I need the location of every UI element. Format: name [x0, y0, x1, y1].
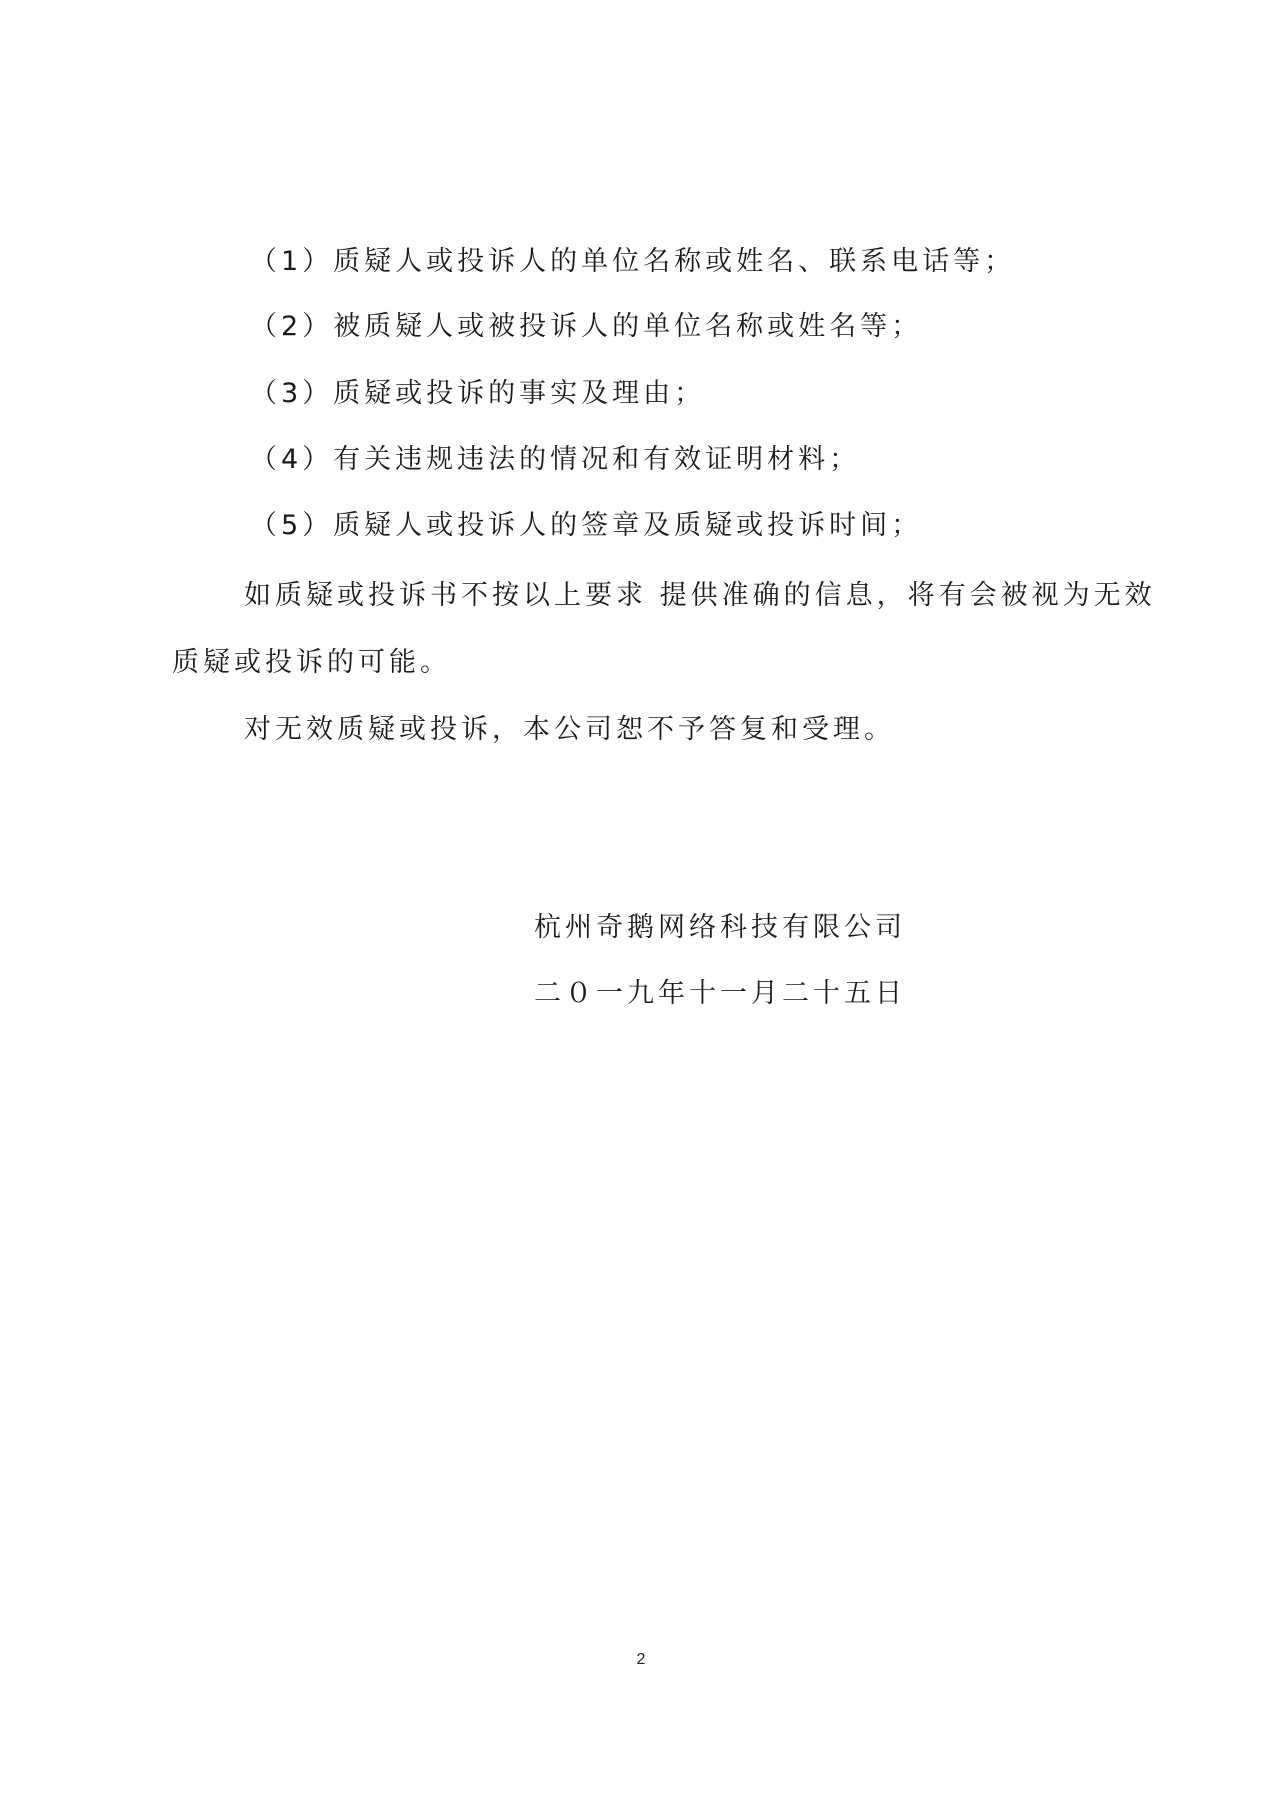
requirement-item-2: （2）被质疑人或被投诉人的单位名称或姓名等； — [250, 311, 923, 342]
page-number: 2 — [636, 1651, 646, 1668]
company-signature: 杭州奇鹅网络科技有限公司 — [534, 912, 906, 943]
signature-date: 二０一九年十一月二十五日 — [534, 978, 906, 1009]
invalid-warning-paragraph-line-1: 如质疑或投诉书不按以上要求 提供准确的信息，将有会被视为无效 — [244, 580, 1156, 611]
requirement-item-4: （4）有关违规违法的情况和有效证明材料； — [250, 444, 861, 475]
invalid-warning-paragraph-line-2: 质疑或投诉的可能。 — [172, 647, 451, 678]
no-reply-paragraph: 对无效质疑或投诉，本公司恕不予答复和受理。 — [244, 714, 895, 745]
requirement-item-1: （1）质疑人或投诉人的单位名称或姓名、联系电话等； — [250, 246, 1016, 277]
requirement-item-5: （5）质疑人或投诉人的签章及质疑或投诉时间； — [250, 510, 923, 541]
requirement-item-3: （3）质疑或投诉的事实及理由； — [250, 378, 706, 409]
